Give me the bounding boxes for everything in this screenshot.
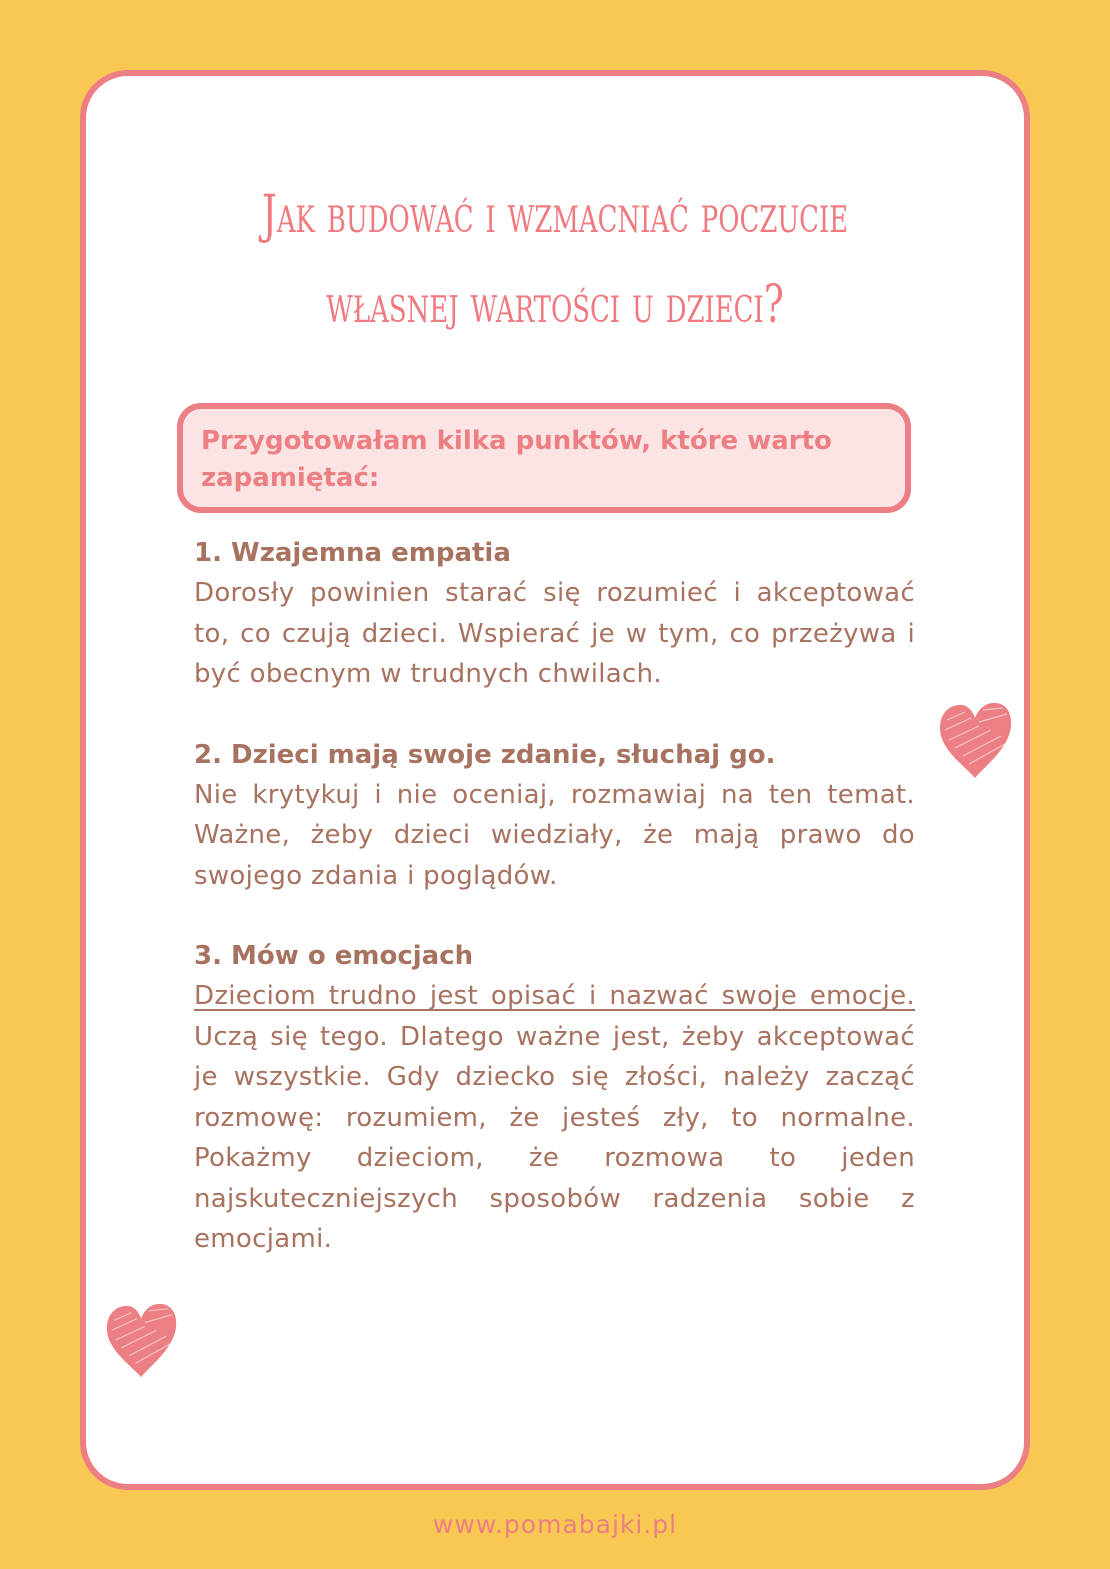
tip-section-3 — [194, 936, 915, 1260]
tip-body — [194, 976, 915, 1260]
page-title-line-1: Jak budować i wzmacniać poczucie — [261, 185, 849, 245]
website-link[interactable]: www.pomabajki.pl — [432, 1510, 678, 1539]
tip-section-1 — [194, 533, 915, 695]
tip-heading: 1. Wzajemna empatia — [194, 538, 511, 568]
tip-heading: 3. Mów o emocjach — [194, 941, 474, 971]
tip-heading: 2. Dzieci mają swoje zdanie, słuchaj go. — [194, 739, 776, 770]
tip-body-underlined: Dzieciom trudno jest opisać i nazwać swoje emocje. — [194, 981, 915, 1011]
tip-body: Dorosły powinien starać się rozumieć i akceptować to, co czują dzieci. Wspierać je w tym, co przeżywa i być obecnym w trudnych chwilach. — [194, 578, 915, 689]
heart-icon — [935, 700, 1015, 782]
tip-section-2 — [194, 735, 915, 897]
heart-icon — [102, 1300, 180, 1382]
tip-body-rest: Uczą się tego. Dlatego ważne jest, żeby akceptować je wszystkie. Gdy dziecko się złości, należy zacząć rozmowę: rozumiem, że jesteś zły, to normalne. Pokażmy dzieciom, że rozmowa to jeden najskuteczniejszych sposobów radzenia sobie z emocjami. — [194, 1021, 915, 1254]
intro-box: Przygotowałam kilka punktów, które warto zapamiętać: — [177, 403, 911, 513]
tip-body: Nie krytykuj i nie oceniaj, rozmawiaj na ten temat. Ważne, żeby dzieci wiedziały, że mają prawo do swojego zdania i poglądów. — [194, 779, 915, 891]
page-title-line-2: własnej wartości u dzieci? — [326, 275, 784, 335]
tips-list — [194, 533, 915, 1300]
page-title — [155, 170, 954, 350]
